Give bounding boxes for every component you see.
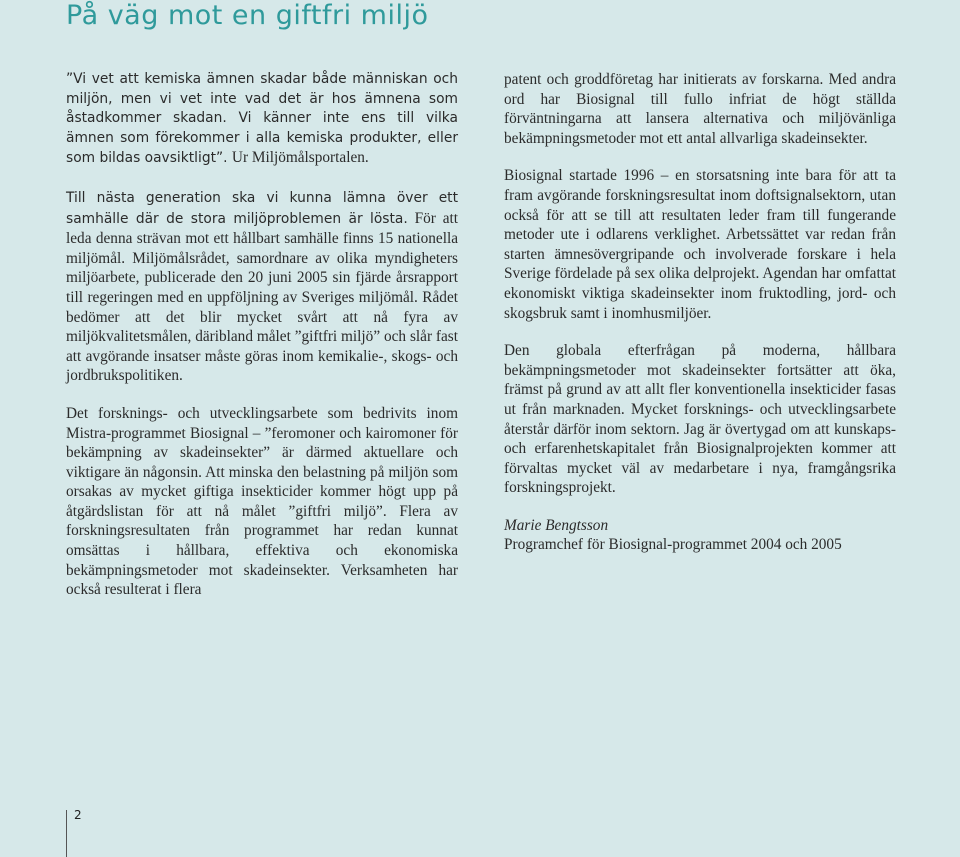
intro-quote — [66, 70, 458, 169]
page-number-rule — [66, 810, 67, 857]
lead-sentence: Till nästa generation ska vi kunna lämna över ett samhälle där de stora miljöproblemen är lösta. — [66, 189, 458, 227]
signature-name: Marie Bengtsson — [504, 516, 609, 534]
paragraph-patents: patent och groddföretag har initierats av forskarna. Med andra ord har Biosignal till fullo infriat de högt ställda förväntningarna att lansera alternativa och miljövänliga bekämpningsmetoder mot ett antal allvarliga skadeinsekter. — [504, 71, 896, 147]
paragraph-goals — [66, 188, 458, 386]
signature-role: Programchef för Biosignal-programmet 2004 och 2005 — [504, 536, 842, 554]
goals-text: För att leda denna strävan mot ett hållbart samhälle finns 15 nationella miljömål. Miljömålsrådet, samordnare av olika myndigheters miljöarbete, publicerade den 20 juni 2005 sin fjärde årsrapport till regeringen med en uppföljning av Sveriges miljömål. Rådet bedömer att det blir mycket svårt att nå fyra av miljökvalitetsmålen, däribland målet ”giftfri miljö” och slår fast att avgörande insatser måste göras inom kemikalie-, skogs- och jordbrukspolitiken. — [66, 209, 458, 385]
right-column — [504, 70, 896, 555]
paragraph-research: Det forsknings- och utvecklingsarbete som bedrivits inom Mistra-programmet Biosignal – ”feromoner och kairomoner för bekämpning av skadeinsekter” är därmed aktuellare och viktigare än någonsin. Att minska den belastning på miljön som orsakas av mycket giftiga insekticider kommer högt upp på åtgärdslistan för att nå målet ”giftfri miljö”. Flera av forskningsresultaten från programmet har redan kunnat omsättas i hållbara, effektiva och ekonomiska bekämpningsmetoder mot skadeinsekter. Verksamheten har också resulterat i flera — [66, 404, 458, 599]
paragraph-outlook: Den globala efterfrågan på moderna, hållbara bekämpningsmetoder mot skadeinsekter fortsätter att öka, främst på grund av att allt fler konventionella insekticider fasas ut från marknaden. Mycket forsknings- och utvecklingsarbete återstår därför inom sektorn. Jag är övertygad om att kunskaps- och erfarenhetskapitalet från Biosignalprojekten kommer att förvaltas mycket väl av medarbetare i nya, framgångsrika forskningsprojekt. — [504, 342, 896, 497]
quote-text: ”Vi vet att kemiska ämnen skadar både människan och miljön, men vi vet inte vad det är hos ämnena som åstadkommer skadan. Vi känner inte ens till vilka ämnen som förekommer i alla kemiska produkter, eller som bildas oavsiktligt”. — [66, 71, 458, 167]
page-number: 2 — [74, 808, 82, 822]
paragraph-history: Biosignal startade 1996 – en storsatsning inte bara för att ta fram avgörande forskningsresultat inom doftsignalsektorn, utan också för att se till att resultaten leder fram till fungerande metoder ute i odlarens verklighet. Arbetssättet var redan från starten ämnesövergripande och involverade forskare i hela Sverige fördelade på sex olika delprojekt. Agendan har omfattat ekonomiskt viktiga skadeinsekter inom fruktodling, jord- och skogsbruk samt i inomhusmiljöer. — [504, 167, 896, 322]
left-column — [66, 70, 458, 618]
quote-source: Ur Miljömålsportalen. — [231, 149, 369, 167]
page-title: På väg mot en giftfri miljö — [66, 0, 429, 31]
